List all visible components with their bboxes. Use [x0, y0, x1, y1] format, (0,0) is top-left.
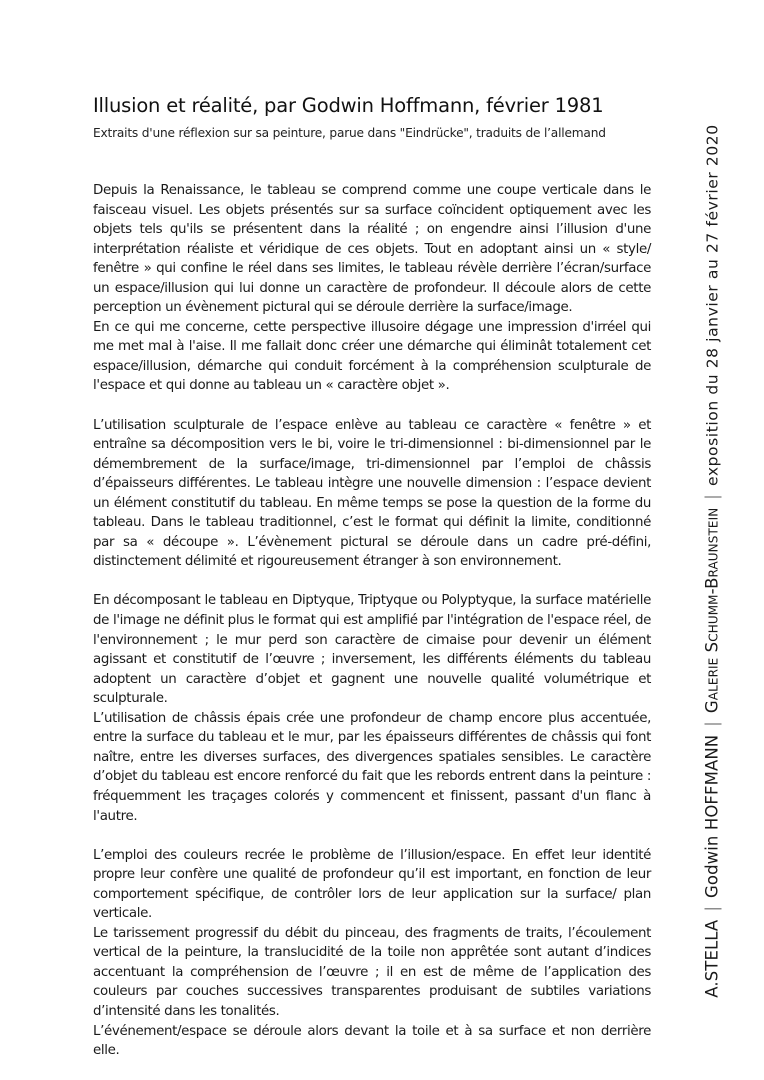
page-subtitle: Extraits d'une réflexion sur sa peinture, parue dans "Eindrücke", traduits de l’allemand — [93, 126, 606, 140]
paragraph-sculptural-space — [93, 416, 651, 572]
vertical-exhibition-banner — [703, 124, 722, 998]
artist-stella: A.STELLA — [702, 919, 722, 998]
separator: | — [702, 906, 722, 912]
page-title: Illusion et réalité, par Godwin Hoffmann, février 1981 — [93, 94, 604, 117]
article-body — [93, 181, 651, 1080]
paragraph-text: En décomposant le tableau en Diptyque, Triptyque ou Polyptyque, la surface matérielle de l'image ne définit plus le format qui est amplifié par l'intégration de l'espace réel, de l'environnement ; le mur perd son caractère de cimaise pour devenir un élément agissant et constitutif de l’œuvre ; inversement, les différents éléments du tableau adoptent un caractère d’objet et gagnent une nouvelle qualité volumétrique et sculpturale. — [93, 593, 651, 707]
paragraph-text: L’utilisation de châssis épais crée une profondeur de champ encore plus accentuée, entre la surface du tableau et le mur, par les épaisseurs différentes de châssis qui font naître, entre les diverses surfaces, des divergences spatiales sensibles. Le caractère d’objet du tableau est encore renforcé du fait que les rebords entrent dans la peinture : fréquemment les traçages colorés y commencent et finissent, passant d'un flanc à l'autre. — [93, 710, 651, 824]
paragraph-text: L’événement/espace se déroule alors devant la toile et à sa surface et non derrière elle. — [93, 1023, 651, 1059]
artist-hoffmann: Godwin HOFFMANN — [702, 734, 722, 898]
paragraph-text: L’utilisation sculpturale de l’espace enlève au tableau ce caractère « fenêtre » et entraîne sa décomposition vers le bi, voire le tri-dimensionnel : bi-dimensionnel par le démembrement de la surface/image, tri-dimensionnel par l’emploi de châssis d’épaisseurs différentes. Le tableau intègre une nouvelle dimension : l’espace devient un élément constitutif du tableau. En même temps se pose la question de la forme du tableau. Dans le tableau traditionnel, c’est le format qui définit la limite, conditionné par sa « découpe ». L’évènement pictural se déroule dans un cadre pré-défini, distinctement délimité et rigoureusement étranger à son environnement. — [93, 417, 651, 570]
paragraph-polyptych — [93, 591, 651, 826]
paragraph-text: En ce qui me concerne, cette perspective illusoire dégage une impression d'irréel qui me met mal à l'aise. Il me fallait donc créer une démarche qui éliminât totalement cet espace/illusion, démarche qui conduit forcément à la compréhension sculpturale de l'espace et qui donne au tableau un « caractère objet ». — [93, 319, 651, 394]
paragraph-renaissance — [93, 181, 651, 396]
separator: | — [702, 721, 722, 727]
gallery-name: Galerie Schumm-Braunstein — [702, 507, 722, 714]
paragraph-text: Depuis la Renaissance, le tableau se comprend comme une coupe verticale dans le faisceau visuel. Les objets présentés sur sa surface coïncident optiquement avec les objets tels qu'ils se présentent dans la réalité ; on engendre ainsi l’illusion d'une interprétation réaliste et véridique de ces objets. Tout en adoptant ainsi un « style/ fenêtre » qui confine le réel dans ses limites, le tableau révèle derrière l’écran/surface un espace/illusion qui lui donne un caractère de profondeur. Il découle alors de cette perception un évènement pictural qui se déroule derrière la surface/image. — [93, 183, 651, 316]
paragraph-colors — [93, 846, 651, 1061]
paragraph-text: Le tarissement progressif du débit du pinceau, des fragments de traits, l’écoulement vertical de la peinture, la translucidité de la toile non apprêtée sont autant d’indices accentuant la compréhension de l’œuvre ; il en est de même de l’application des couleurs par couches successives transparentes produisant de subtiles variations d’intensité dans les tonalités. — [93, 925, 651, 1019]
paragraph-text: L’emploi des couleurs recrée le problème de l’illusion/espace. En effet leur identité propre leur confère une qualité de profondeur qu’il est important, en fonction de leur comportement spécifique, de contrôler lors de leur application sur la surface/ plan verticale. — [93, 847, 651, 922]
separator: | — [702, 494, 722, 500]
exhibition-dates: exposition du 28 janvier au 27 février 2020 — [703, 124, 722, 487]
